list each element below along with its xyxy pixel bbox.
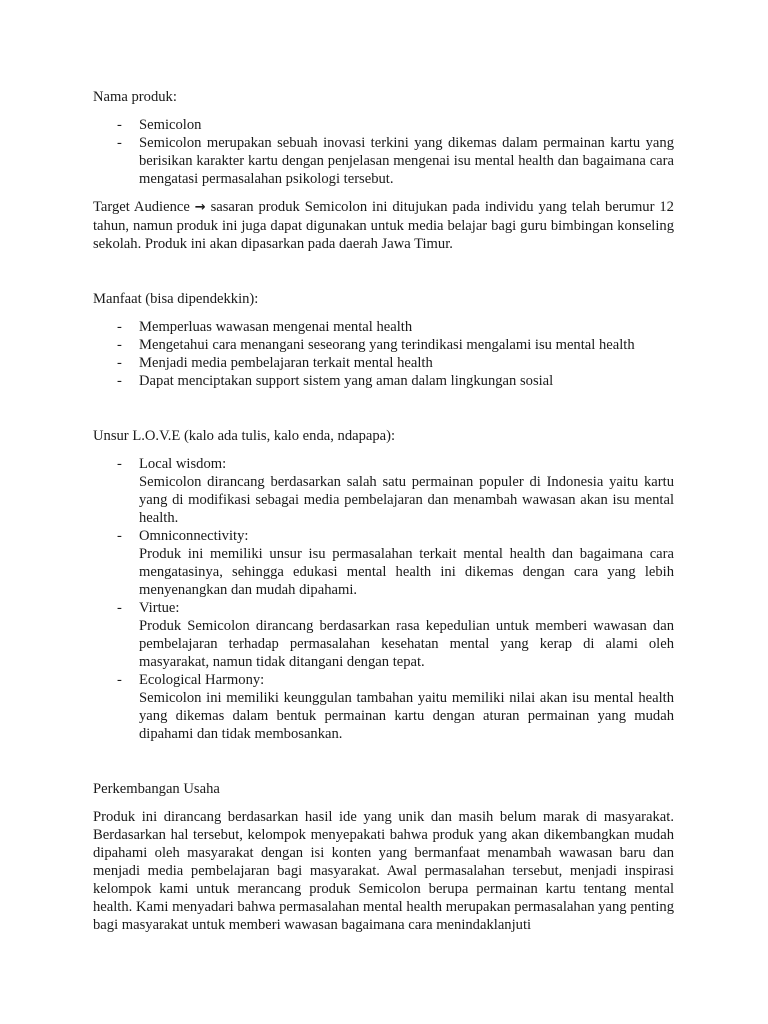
list-item: - Semicolon — [93, 116, 674, 134]
section-heading-love: Unsur L.O.V.E (kalo ada tulis, kalo enda, ndapapa): — [93, 428, 396, 444]
nama-produk-list — [93, 116, 674, 188]
list-item — [93, 455, 674, 527]
list-item: - Menjadi media pembelajaran terkait mental health — [93, 354, 674, 372]
perkembangan-paragraph: Produk ini dirancang berdasarkan hasil ide yang unik dan masih belum marak di masyarakat. Berdasarkan hal tersebut, kelompok menyepakati bahwa produk yang akan dikembangkan mudah dipahami oleh masyarakat dengan isi konten yang bermanfaat menambah wawasan baru dan menjadi media pembelajaran bagi masyarakat. Awal permasalahan tersebut, menjadi inspirasi kelompok kami untuk merancang produk Semicolon berupa permainan kartu tentang mental health. Kami menyadari bahwa permasalahan mental health merupakan permasalahan yang penting bagi masyarakat untuk memberi wawasan bagaimana cara menindaklanjuti — [93, 809, 674, 933]
section-heading-perkembangan: Perkembangan Usaha — [93, 781, 220, 797]
list-item — [93, 599, 674, 671]
love-item-label: - Omniconnectivity: — [139, 528, 249, 544]
love-item-label: - Local wisdom: — [139, 456, 227, 472]
list-item: - Dapat menciptakan support sistem yang aman dalam lingkungan sosial — [93, 372, 674, 390]
love-item-text: Semicolon ini memiliki keunggulan tambahan yaitu memiliki nilai akan isu mental health yang dikemas dalam bentuk permainan kartu dengan aturan permainan yang mudah dipahami dan tidak membosankan. — [139, 690, 674, 742]
love-list — [93, 455, 674, 743]
right-arrow-icon: → — [194, 200, 206, 215]
love-item-label: - Virtue: — [139, 600, 180, 616]
target-audience-text: sasaran produk Semicolon ini ditujukan pada individu yang telah berumur 12 tahun, namun produk ini juga dapat digunakan untuk media belajar bagi guru bimbingan konseling sekolah. Produk ini akan dipasarkan pada daerah Jawa Timur. — [93, 199, 674, 252]
section-heading-manfaat: Manfaat (bisa dipendekkin): — [93, 291, 259, 307]
manfaat-list — [93, 318, 674, 390]
list-item: - Mengetahui cara menangani seseorang yang terindikasi mengalami isu mental health — [93, 336, 674, 354]
love-item-text: Produk Semicolon dirancang berdasarkan rasa kepedulian untuk memberi wawasan dan pembelajaran terhadap permasalahan kesehatan mental yang kerap di alami oleh masyarakat, namun tidak ditangani dengan tepat. — [139, 618, 674, 670]
list-item — [93, 527, 674, 599]
target-audience-paragraph — [93, 198, 674, 253]
target-audience-label: Target Audience — [93, 199, 190, 215]
list-item — [93, 671, 674, 743]
love-item-text: Semicolon dirancang berdasarkan salah satu permainan populer di Indonesia yaitu kartu yang di modifikasi sebagai media pembelajaran dan menambah wawasan akan isu mental health. — [139, 474, 674, 526]
section-heading-nama-produk: Nama produk: — [93, 89, 177, 105]
love-item-label: - Ecological Harmony: — [139, 672, 265, 688]
list-item: - Semicolon merupakan sebuah inovasi terkini yang dikemas dalam permainan kartu yang berisikan karakter kartu dengan penjelasan mengenai isu mental health dan bagaimana cara mengatasi permasalahan psikologi tersebut. — [93, 134, 674, 188]
document-content — [93, 88, 674, 934]
love-item-text: Produk ini memiliki unsur isu permasalahan terkait mental health dan bagaimana cara mengatasinya, sehingga edukasi mental health ini dikemas dengan cara yang lebih menyenangkan dan mudah dipahami. — [139, 546, 674, 598]
list-item: - Memperluas wawasan mengenai mental health — [93, 318, 674, 336]
